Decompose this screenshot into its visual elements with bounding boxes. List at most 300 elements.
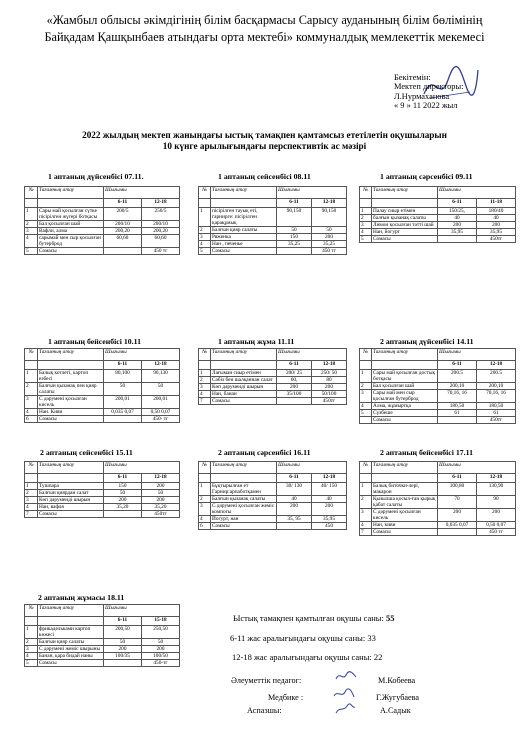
dish-name: Сомасы (211, 398, 277, 405)
table-row (25, 208, 180, 221)
day-header: 2 аптаның дүйсенбісі 14.11 (380, 337, 474, 346)
portion-age-1: 50 (277, 227, 312, 234)
portion-age-2: 70,16, 16 (477, 390, 516, 403)
dish-name: Сомасы (38, 248, 104, 255)
table-row (360, 509, 516, 522)
dish-name: Нан, йогурт (372, 229, 438, 236)
portion-age-2: 40 (312, 496, 347, 503)
table-row (199, 248, 347, 255)
age-group-1-header: 6-11 (438, 199, 477, 208)
age2-students-value: 22 (373, 652, 383, 662)
row-number: 1 (25, 483, 38, 490)
blank-cell (211, 474, 277, 483)
portion-age-1 (277, 523, 312, 530)
portion-age-1: 60, (277, 377, 312, 384)
age-group-1-header: 6-11 (277, 474, 312, 483)
row-number: 3 (199, 384, 211, 391)
blank-cell (211, 361, 277, 370)
table-row (360, 410, 516, 417)
dish-name-header: Тағамның атау (372, 462, 438, 474)
dish-name: С дәрумені жеміс шырыны (38, 646, 104, 653)
dish-name: Палау сиыр етімен (372, 208, 438, 215)
portion-age-2: 200 (312, 234, 347, 241)
portion-age-2: 50 (312, 227, 347, 234)
blank-cell (372, 199, 438, 208)
row-number: 2 (360, 496, 372, 509)
portion-age-2: 450тг (477, 417, 516, 424)
portion-age-1 (104, 248, 142, 255)
portion-age-1: 200,01 (104, 396, 142, 409)
portion-age-1: 35, 95 (277, 516, 312, 523)
portion-age-1: 200,10 (438, 383, 477, 390)
number-header: № (360, 349, 372, 361)
portion-age-1 (438, 529, 477, 536)
portion-age-1: 200 (438, 509, 477, 522)
portion-age-2: 35,25 (312, 241, 347, 248)
dish-name: С дәрумені қосылған кисель (372, 509, 438, 522)
age1-students-value: 33 (367, 633, 376, 643)
age-group-2-header: 12-18 (142, 199, 180, 208)
dish-name: Балғын қызанақ пен қияр салаты (38, 383, 104, 396)
row-number: 4 (25, 653, 38, 660)
total-students (233, 613, 394, 623)
number-header: № (25, 349, 38, 361)
portion-age-2: 50 (142, 383, 180, 396)
dish-name: Көп дәрумендi шырын (38, 497, 104, 504)
portion-age-1: 80,100 (104, 370, 142, 383)
portion-age-1: 200/ 25 (277, 370, 312, 377)
table-row (199, 391, 347, 398)
blank-cell (199, 199, 211, 208)
approval-role: Мектеп директоры: (394, 82, 464, 92)
dish-name: Сомасы (38, 416, 104, 423)
cook-label: Аспазшы: (247, 706, 282, 715)
portion-age-1: 30/ 130 (277, 483, 312, 496)
age1-students-label: 6-11 жас аралығындағы оқушы саны: (230, 633, 366, 643)
portion-age-1: 61 (438, 410, 477, 417)
blank-cell (372, 474, 438, 483)
blank-cell (372, 361, 438, 370)
school-header (20, 12, 509, 46)
table-row (199, 234, 347, 241)
portion-age-2: 0,50 0,07 (142, 409, 180, 416)
portion-age-2: 200,10 (477, 383, 516, 390)
dish-name-header: Тағамның атау (372, 187, 438, 199)
number-header: № (25, 605, 38, 617)
portion-age-1: 0,035 0,07 (438, 522, 477, 529)
portion-age-1: 35,20 (104, 504, 142, 511)
day-header: 2 аптаның сәрсенбісі 16.11 (218, 448, 311, 457)
table-row (199, 384, 347, 391)
menu-title-line-1: 2022 жылдың мектеп жанындағы ыстық тамақпен қамтамсыз ететілетін оқушыларын (82, 130, 447, 140)
day-header: 1 аптаның дүйсенбісі 07.11. (48, 172, 144, 181)
table-row (199, 377, 347, 384)
table-row (25, 660, 180, 667)
row-number: 4 (360, 522, 372, 529)
blank-cell (360, 361, 372, 370)
menu-table (24, 461, 180, 518)
row-number (360, 417, 372, 424)
portion-age-1: 200,50 (104, 626, 142, 639)
nurse-name: Г.Жугубаева (376, 693, 420, 702)
dish-name: Сомасы (38, 660, 104, 667)
portion-age-2: 200 (142, 646, 180, 653)
dish-name: Сары май мен сыр қосылған бутерброд (372, 390, 438, 403)
dish-name: Балғын қызанақ салаты (211, 496, 277, 503)
dish-name-header: Тағамның атау (38, 605, 104, 617)
blank-cell (38, 617, 104, 626)
portion-age-1: 50 (104, 383, 142, 396)
nurse-label: Медбике : (268, 693, 304, 702)
portion-age-1 (104, 511, 142, 518)
portion-age-2: 80 (312, 377, 347, 384)
portion-age-2: 200 (477, 509, 516, 522)
portion-age-1: 100,80 (438, 483, 477, 496)
dish-name: Нан, банан (211, 391, 277, 398)
portion-age-1: 200 (277, 503, 312, 516)
portion-age-1: 40 (438, 215, 477, 222)
table-row (360, 222, 516, 229)
table-row (360, 236, 516, 243)
day-header: 2 аптаның сейсенбісі 15.11 (40, 448, 133, 457)
portion-age-2: 250,50 (142, 626, 180, 639)
dish-name: Сомасы (211, 248, 277, 255)
table-row (25, 504, 180, 511)
row-number: 4 (25, 409, 38, 416)
row-number: 1 (25, 370, 38, 383)
dish-name: Бал қосылған шай (372, 383, 438, 390)
row-number: 2 (199, 227, 211, 234)
row-number: 2 (25, 383, 38, 396)
day-header: 2 аптаның жұмасы 18.11 (38, 593, 125, 602)
portion-age-1: 35,25 (277, 241, 312, 248)
dish-name: С дәрумені қосылған жеміс компоты (211, 503, 277, 516)
total-students-value: 55 (385, 613, 395, 623)
portion-age-2: 200/10 (142, 221, 180, 228)
dish-name-header: Тағамның атау (372, 349, 438, 361)
table-row (25, 653, 180, 660)
blank-cell (360, 474, 372, 483)
table-row (25, 383, 180, 396)
dish-name: Йогурт, нан (211, 516, 277, 523)
row-number: 1 (199, 370, 211, 377)
row-number: 4 (199, 241, 211, 248)
approval-block (394, 73, 504, 111)
row-number: 7 (360, 529, 372, 536)
table-row (25, 511, 180, 518)
portion-age-1: 200 (104, 497, 142, 504)
table-row (360, 403, 516, 410)
row-number: 3 (199, 503, 211, 516)
menu-table (24, 186, 180, 255)
portion-age-1: 200/5 (104, 208, 142, 221)
table-row (360, 522, 516, 529)
cook-name: А.Садык (380, 706, 411, 715)
portion-age-2: 35,20 (142, 504, 180, 511)
age2-students-label: 12-18 жас аралығындағы оқушы саны: (232, 652, 372, 662)
table-row (25, 483, 180, 490)
dish-name: Сары май қосылған достық ботқасы (372, 370, 438, 383)
dish-name: Нан, вафля (38, 504, 104, 511)
table-row (25, 235, 180, 248)
portion-age-2: 50 (142, 490, 180, 497)
total-students-label: Ыстық тамақпен қамтылған оқушы саны: (233, 613, 384, 623)
portion-age-2: 40 (477, 215, 516, 222)
row-number: 4 (199, 391, 211, 398)
menu-table (198, 461, 347, 530)
age-group-1-header: 6-11 (438, 474, 477, 483)
portion-age-2: 450 тг (477, 529, 516, 536)
portion-age-2: 90,130 (142, 370, 180, 383)
row-number: 2 (199, 496, 211, 503)
portion-age-1: 35,95 (438, 229, 477, 236)
age-group-1-header: 6-11 (438, 361, 477, 370)
dish-name: Көп дәрумендi шырын (211, 384, 277, 391)
table-row (199, 398, 347, 405)
portion-age-2: 61 (477, 410, 516, 417)
portion-age-2: 450- тг (142, 416, 180, 423)
row-number: 6 (199, 523, 211, 530)
row-number: 1 (199, 208, 211, 227)
portion-age-2: 50/100 (312, 391, 347, 398)
age-group-1-header: 6-11 (277, 361, 312, 370)
table-row (199, 516, 347, 523)
yield-header: Шығымы (104, 349, 180, 361)
table-row (360, 229, 516, 236)
portion-age-2: 200 (477, 222, 516, 229)
dish-name: Сомасы (211, 523, 277, 530)
dish-name: Балық котлеті, картоп езбесі (38, 370, 104, 383)
pedagogue-label: Әлеуметтік педагог: (231, 676, 302, 685)
row-number: 3 (25, 497, 38, 504)
row-number: 6 (25, 416, 38, 423)
age-group-2-header: 12-18 (142, 361, 180, 370)
portion-age-2: 50 (142, 639, 180, 646)
yield-header: Шығымы (438, 349, 516, 361)
table-row (199, 483, 347, 496)
portion-age-2: 40/ 150 (312, 483, 347, 496)
approval-name: Л.Нурмаханова (394, 91, 450, 101)
portion-age-2: 450тг (142, 511, 180, 518)
portion-age-1 (438, 236, 477, 243)
portion-age-2: 450тг (312, 398, 347, 405)
row-number: 7 (25, 511, 38, 518)
row-number: 1 (25, 208, 38, 221)
nurse-signature-icon (333, 688, 355, 700)
number-header: № (360, 187, 372, 199)
portion-age-2: 35,95 (477, 229, 516, 236)
age-group-1-header: 6-11 (104, 199, 142, 208)
table-row (199, 503, 347, 516)
portion-age-2: 60,60 (142, 235, 180, 248)
approval-title: Бекітемін: (394, 73, 431, 82)
table-row (199, 227, 347, 234)
row-number: 5 (199, 248, 211, 255)
table-row (199, 241, 347, 248)
table-row (360, 417, 516, 424)
dish-name: Қызылша қосыл-ған қырық қабат салаты (372, 496, 438, 509)
portion-age-2: 450 (312, 523, 347, 530)
dish-name: Сары май қосылған сүтке пісірілген жүгері ботқасы (38, 208, 104, 221)
portion-age-2: 180/40 (477, 208, 516, 215)
row-number: 3 (360, 222, 372, 229)
blank-cell (38, 199, 104, 208)
menu-title (60, 130, 469, 152)
portion-age-1: 150 (277, 234, 312, 241)
menu-table (24, 604, 180, 667)
portion-age-2: 200.5 (477, 370, 516, 383)
dish-name-header: Тағамның атау (38, 349, 104, 361)
age2-students (232, 652, 382, 662)
portion-age-1: 200.5 (438, 370, 477, 383)
age-group-2-header: 15-18 (142, 617, 180, 626)
dish-name: Балық биточки-лері, макарон (372, 483, 438, 496)
dish-name: Нан , печенье (211, 241, 277, 248)
row-number: 3 (25, 228, 38, 235)
blank-cell (25, 617, 38, 626)
dish-name: Сомасы (38, 511, 104, 518)
portion-age-1: 60,60 (104, 235, 142, 248)
dish-name: Балғын қияр салаты (211, 227, 277, 234)
blank-cell (25, 199, 38, 208)
portion-age-2: 100/50 (142, 653, 180, 660)
day-header: 1 аптаның бейсенбісі 10.11 (48, 337, 141, 346)
dish-name-header: Тағамның атау (211, 462, 277, 474)
blank-cell (25, 474, 38, 483)
portion-age-2: 450 тг (312, 248, 347, 255)
row-number: 5 (25, 660, 38, 667)
portion-age-2: 450тг (477, 236, 516, 243)
age-group-2-header: 12-18 (312, 361, 347, 370)
table-row (25, 396, 180, 409)
table-row (360, 208, 516, 215)
pedagogue-name: М.Кобеева (378, 676, 416, 685)
dish-name: Нан, киви (372, 522, 438, 529)
row-number: 3 (25, 396, 38, 409)
portion-age-1: 70,16, 16 (438, 390, 477, 403)
dish-name: фрикадельками картоп көжесі (38, 626, 104, 639)
portion-age-2: 130,90 (477, 483, 516, 496)
row-number: 2 (360, 383, 372, 390)
day-header: 2 аптаның бейсенбісі 17.11 (380, 448, 473, 457)
row-number: 2 (199, 377, 211, 384)
dish-name: балғын қызанақ салаты (372, 215, 438, 222)
table-row (360, 390, 516, 403)
table-row (25, 490, 180, 497)
dish-name: Балғын қияр салаты (38, 639, 104, 646)
table-row (25, 228, 180, 235)
header-line-2: Байқадам Қашқынбаев атындағы орта мектебі» коммуналдық мемлекеттік мекемесі (44, 30, 485, 44)
dish-name: Бұқтырылған ет Гарнир:арпаботқамен (211, 483, 277, 496)
number-header: № (199, 187, 211, 199)
row-number: 1 (360, 370, 372, 383)
table-row (25, 416, 180, 423)
row-number: 3 (25, 646, 38, 653)
table-row (360, 215, 516, 222)
dish-name: сарымай мен сыр қосылған бутерброд (38, 235, 104, 248)
number-header: № (199, 462, 211, 474)
blank-cell (25, 361, 38, 370)
portion-age-1: 70 (438, 496, 477, 509)
blank-cell (199, 474, 211, 483)
dish-name: Вафли, алма (38, 228, 104, 235)
portion-age-1: 50 (104, 490, 142, 497)
age-group-2-header: 12-18 (312, 199, 347, 208)
age-group-1-header: 6-11 (104, 617, 142, 626)
portion-age-2: 90,150 (312, 208, 347, 227)
yield-header: Шығымы (104, 605, 180, 617)
row-number: 1 (199, 483, 211, 496)
menu-table (359, 461, 516, 536)
yield-header: Шығымы (104, 187, 180, 199)
dish-name: Банан, қара бидай наны (38, 653, 104, 660)
dish-name-header: Тағамның атау (211, 349, 277, 361)
yield-header: Шығымы (438, 187, 516, 199)
dish-name-header: Тағамның атау (211, 187, 277, 199)
table-row (199, 208, 347, 227)
portion-age-2: 90 (477, 496, 516, 509)
table-row (25, 409, 180, 416)
age-group-2-header: 11-18 (477, 199, 516, 208)
age-group-1-header: 6-11 (277, 199, 312, 208)
row-number: 1 (360, 483, 372, 496)
portion-age-2: 200 (142, 483, 180, 490)
table-row (199, 523, 347, 530)
menu-title-line-2: 10 күнге арылығындағы перспективтік ас мәзірі (162, 141, 367, 151)
portion-age-1: 35/100 (277, 391, 312, 398)
age-group-2-header: 12-18 (477, 474, 516, 483)
blank-cell (38, 361, 104, 370)
day-header: 1 аптаның сәрсенбісі 09.11 (380, 172, 473, 181)
number-header: № (199, 349, 211, 361)
portion-age-1: 0,035 0,07 (104, 409, 142, 416)
portion-age-1: 100/35 (104, 653, 142, 660)
dish-name: Нан. Киви (38, 409, 104, 416)
portion-age-2: 35,95 (312, 516, 347, 523)
number-header: № (360, 462, 372, 474)
approval-date: « 9 » 11 2022 жыл (394, 101, 458, 111)
portion-age-2: 250/ 50 (312, 370, 347, 377)
row-number: 2 (25, 490, 38, 497)
age-group-2-header: 12-18 (312, 474, 347, 483)
row-number: 4 (25, 235, 38, 248)
dish-name: Сомасы (372, 236, 438, 243)
day-header: 1 аптаның сейсенбісі 08.11 (218, 172, 311, 181)
row-number: 2 (360, 215, 372, 222)
dish-name: Алма, жұмыртқа (372, 403, 438, 410)
portion-age-1: 150/25, (438, 208, 477, 215)
table-row (25, 248, 180, 255)
yield-header: Шығымы (277, 187, 347, 199)
yield-header: Шығымы (104, 462, 180, 474)
row-number: 5 (360, 236, 372, 243)
dish-name: Лағыман сиыр етімен (211, 370, 277, 377)
table-row (25, 646, 180, 653)
table-row (360, 483, 516, 496)
blank-cell (360, 199, 372, 208)
portion-age-2: 200 (312, 503, 347, 516)
dish-name-header: Тағамның атау (38, 187, 104, 199)
portion-age-2: 450-тг (142, 660, 180, 667)
portion-age-1: 50 (104, 639, 142, 646)
table-row (25, 221, 180, 228)
row-number: 3 (199, 234, 211, 241)
blank-cell (211, 199, 277, 208)
age-group-1-header: 6-11 (104, 474, 142, 483)
age1-students (230, 633, 376, 643)
row-number: 1 (360, 208, 372, 215)
portion-age-1: 150 (104, 483, 142, 490)
